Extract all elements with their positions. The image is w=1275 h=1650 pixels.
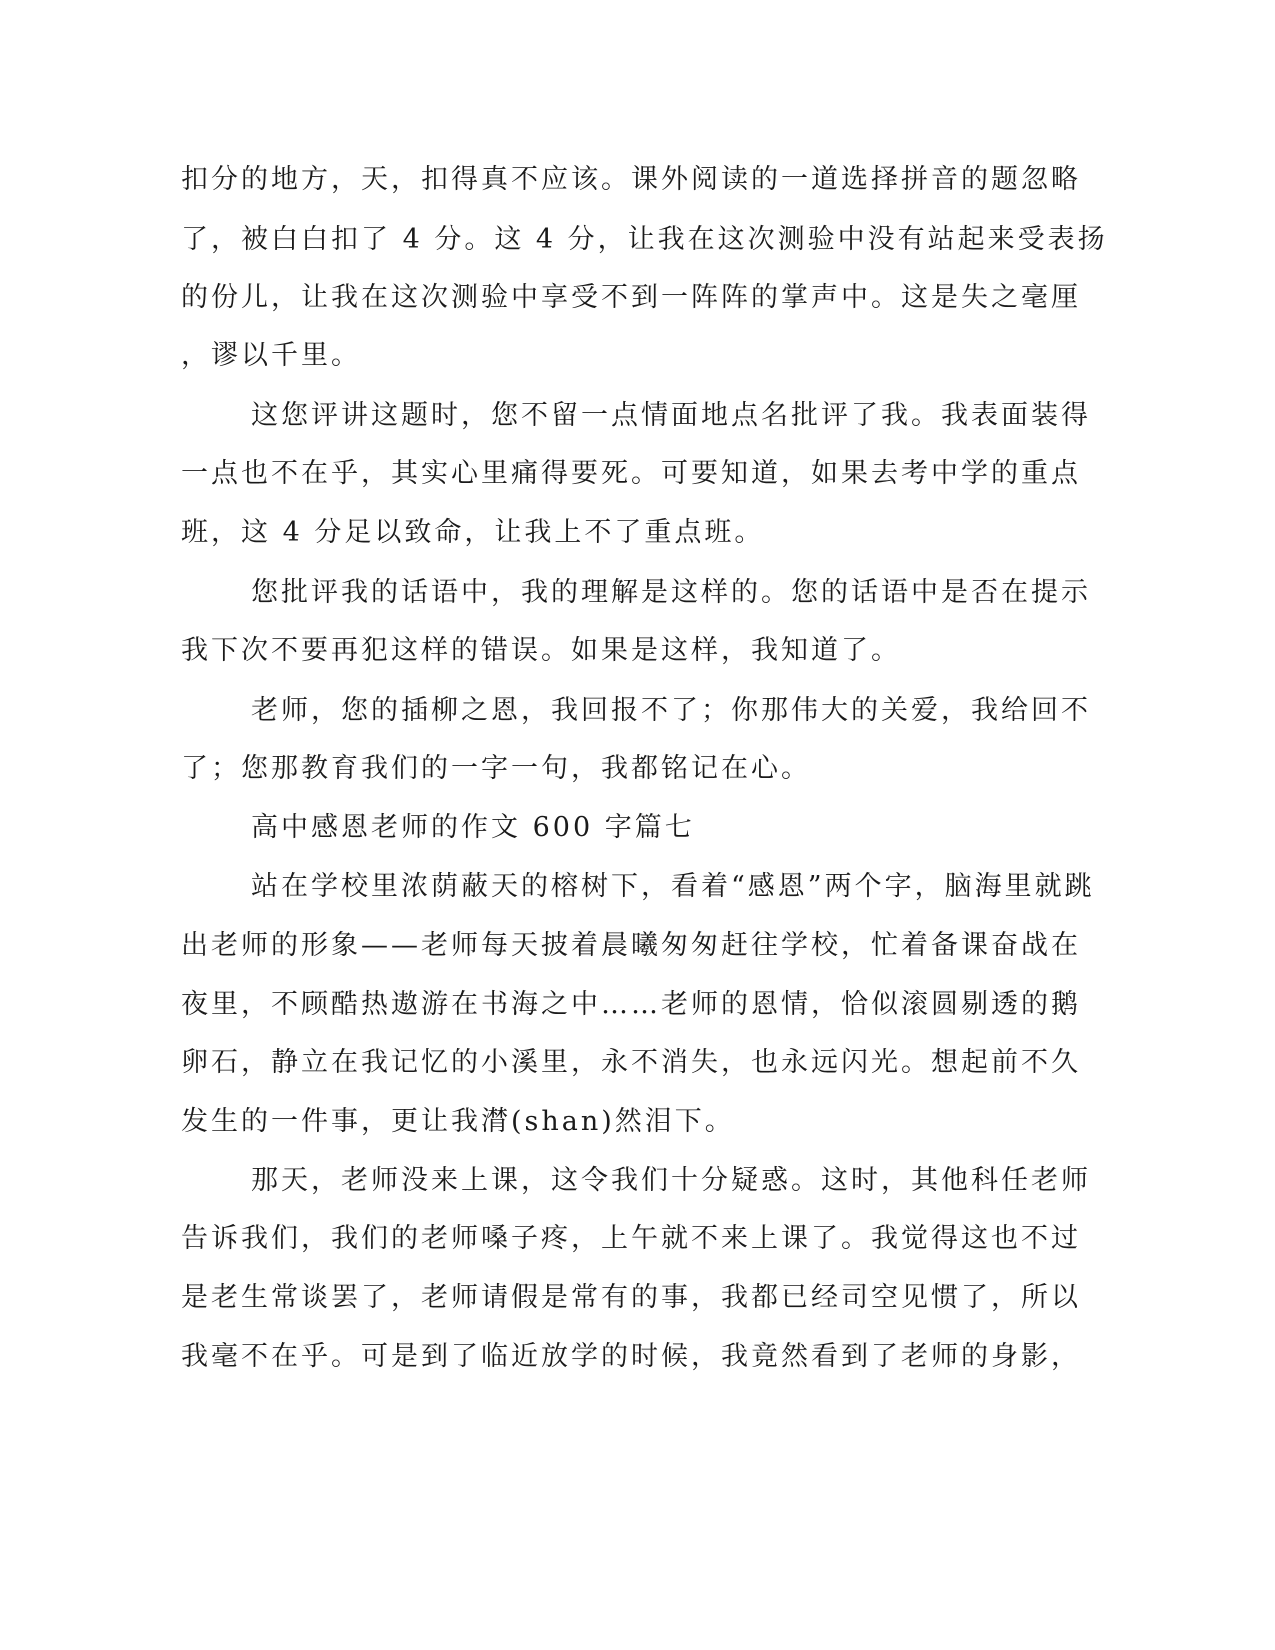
text-line-4: ，谬以千里。 (181, 340, 361, 371)
text-line-18: 那天，老师没来上课，这令我们十分疑惑。这时，其他科任老师 (251, 1165, 1091, 1196)
text-line-7: 班，这 4 分足以致命，让我上不了重点班。 (181, 517, 765, 548)
text-line-2: 了，被白白扣了 4 分。这 4 分，让我在这次测验中没有站起来受表扬 (181, 224, 1108, 255)
text-line-15: 夜里，不顾酷热遨游在书海之中……老师的恩情，恰似滚圆剔透的鹅 (181, 989, 1081, 1020)
section-heading: 高中感恩老师的作文 600 字篇七 (251, 812, 695, 843)
text-line-20: 是老生常谈罢了，老师请假是常有的事，我都已经司空见惯了，所以 (181, 1282, 1081, 1313)
text-line-14: 出老师的形象——老师每天披着晨曦匆匆赶往学校，忙着备课奋战在 (181, 930, 1081, 961)
text-line-16: 卵石，静立在我记忆的小溪里，永不消失，也永远闪光。想起前不久 (181, 1047, 1081, 1078)
text-line-5: 这您评讲这题时，您不留一点情面地点名批评了我。我表面装得 (251, 400, 1091, 431)
text-line-11: 了；您那教育我们的一字一句，我都铭记在心。 (181, 753, 811, 784)
text-line-19: 告诉我们，我们的老师嗓子疼，上午就不来上课了。我觉得这也不过 (181, 1223, 1081, 1254)
text-line-6: 一点也不在乎，其实心里痛得要死。可要知道，如果去考中学的重点 (181, 458, 1081, 489)
text-line-8: 您批评我的话语中，我的理解是这样的。您的话语中是否在提示 (251, 577, 1091, 608)
text-line-10: 老师，您的插柳之恩，我回报不了；你那伟大的关爱，我给回不 (251, 695, 1091, 726)
text-line-21: 我毫不在乎。可是到了临近放学的时候，我竟然看到了老师的身影， (181, 1341, 1081, 1372)
text-line-1: 扣分的地方，天，扣得真不应该。课外阅读的一道选择拼音的题忽略 (181, 164, 1081, 195)
text-line-9: 我下次不要再犯这样的错误。如果是这样，我知道了。 (181, 635, 901, 666)
text-line-13: 站在学校里浓荫蔽天的榕树下，看着“感恩”两个字，脑海里就跳 (251, 871, 1095, 902)
text-line-17: 发生的一件事，更让我潸(shan)然泪下。 (181, 1106, 735, 1137)
text-line-3: 的份儿，让我在这次测验中享受不到一阵阵的掌声中。这是失之毫厘 (181, 282, 1081, 313)
